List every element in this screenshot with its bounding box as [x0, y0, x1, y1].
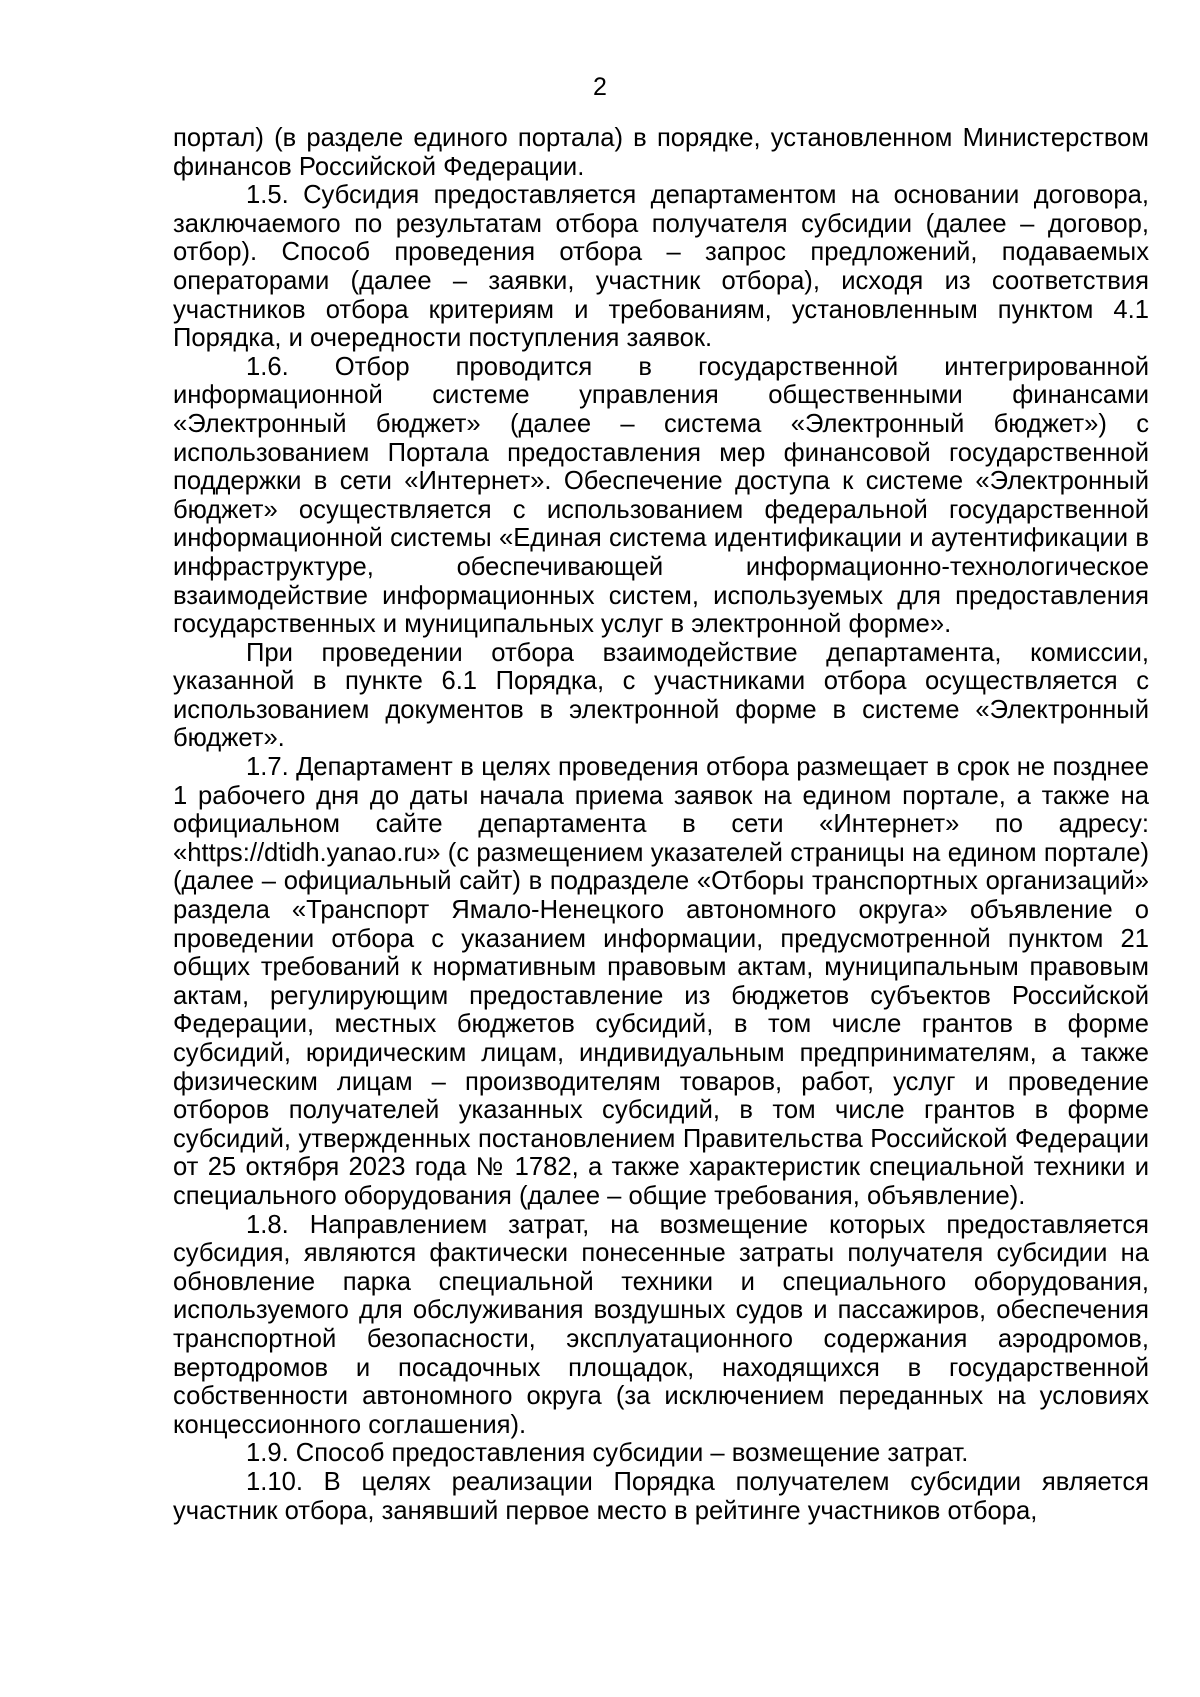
paragraph-1-9: 1.9. Способ предоставления субсидии – возмещение затрат.: [246, 1439, 969, 1468]
page-number: 2: [593, 73, 607, 101]
paragraph-1-7: 1.7. Департамент в целях проведения отбора размещает в срок не позднее 1 рабочего дня до даты начала приема заявок на едином портале, а также на официальном сайте департамента в сети «Интернет» по адресу: «https://dtidh.yanao.ru» (с размещением указателей страницы на едином портале) (далее – официальный сайт) в подразделе «Отборы транспортных организаций» раздела «Транспорт Ямало-Ненецкого автономного округа» объявление о проведении отбора с указанием информации, предусмотренной пунктом 21 общих требований к нормативным правовым актам, муниципальным правовым актам, регулирующим предоставление из бюджетов субъектов Российской Федерации, местных бюджетов субсидий, в том числе грантов в форме субсидий, юридическим лицам, индивидуальным предпринимателям, а также физическим лицам – производителям товаров, работ, услуг и проведение отборов получателей указанных субсидий, в том числе грантов в форме субсидий, утвержденных постановлением Правительства Российской Федерации от 25 октября 2023 года № 1782, а также характеристик специальной техники и специального оборудования (далее – общие требования, объявление).: [173, 753, 1149, 1210]
paragraph-1-8: 1.8. Направлением затрат, на возмещение которых предоставляется субсидия, являются фактически понесенные затраты получателя субсидии на обновление парка специальной техники и специального оборудования, используемого для обслуживания воздушных судов и пассажиров, обеспечения транспортной безопасности, эксплуатационного содержания аэродромов, вертодромов и посадочных площадок, находящихся в государственной собственности автономного округа (за исключением переданных на условиях концессионного соглашения).: [173, 1210, 1149, 1439]
paragraph-1-5: 1.5. Субсидия предоставляется департаментом на основании договора, заключаемого по результатам отбора получателя субсидии (далее – договор, отбор). Способ проведения отбора – запрос предложений, подаваемых операторами (далее – заявки, участник отбора), исходя из соответствия участников отбора критериям и требованиям, установленным пунктом 4.1 Порядка, и очередности поступления заявок.: [173, 181, 1149, 353]
paragraph-1-10: 1.10. В целях реализации Порядка получателем субсидии является участник отбора, занявший первое место в рейтинге участников отбора,: [173, 1467, 1149, 1525]
paragraph-continuation: портал) (в разделе единого портала) в порядке, установленном Министерством финансов Российской Федерации.: [173, 124, 1149, 181]
document-body: [173, 124, 1149, 1525]
paragraph-1-6: 1.6. Отбор проводится в государственной интегрированной информационной системе управления общественными финансами «Электронный бюджет» (далее – система «Электронный бюджет») с использованием Портала предоставления мер финансовой государственной поддержки в сети «Интернет». Обеспечение доступа к системе «Электронный бюджет» осуществляется с использованием федеральной государственной информационной системы «Единая система идентификации и аутентификации в инфраструктуре, обеспечивающей информационно-технологическое взаимодействие информационных систем, используемых для предоставления государственных и муниципальных услуг в электронной форме».: [173, 352, 1149, 639]
paragraph-interaction: При проведении отбора взаимодействие департамента, комиссии, указанной в пункте 6.1 Порядка, с участниками отбора осуществляется с использованием документов в электронной форме в системе «Электронный бюджет».: [173, 638, 1149, 753]
